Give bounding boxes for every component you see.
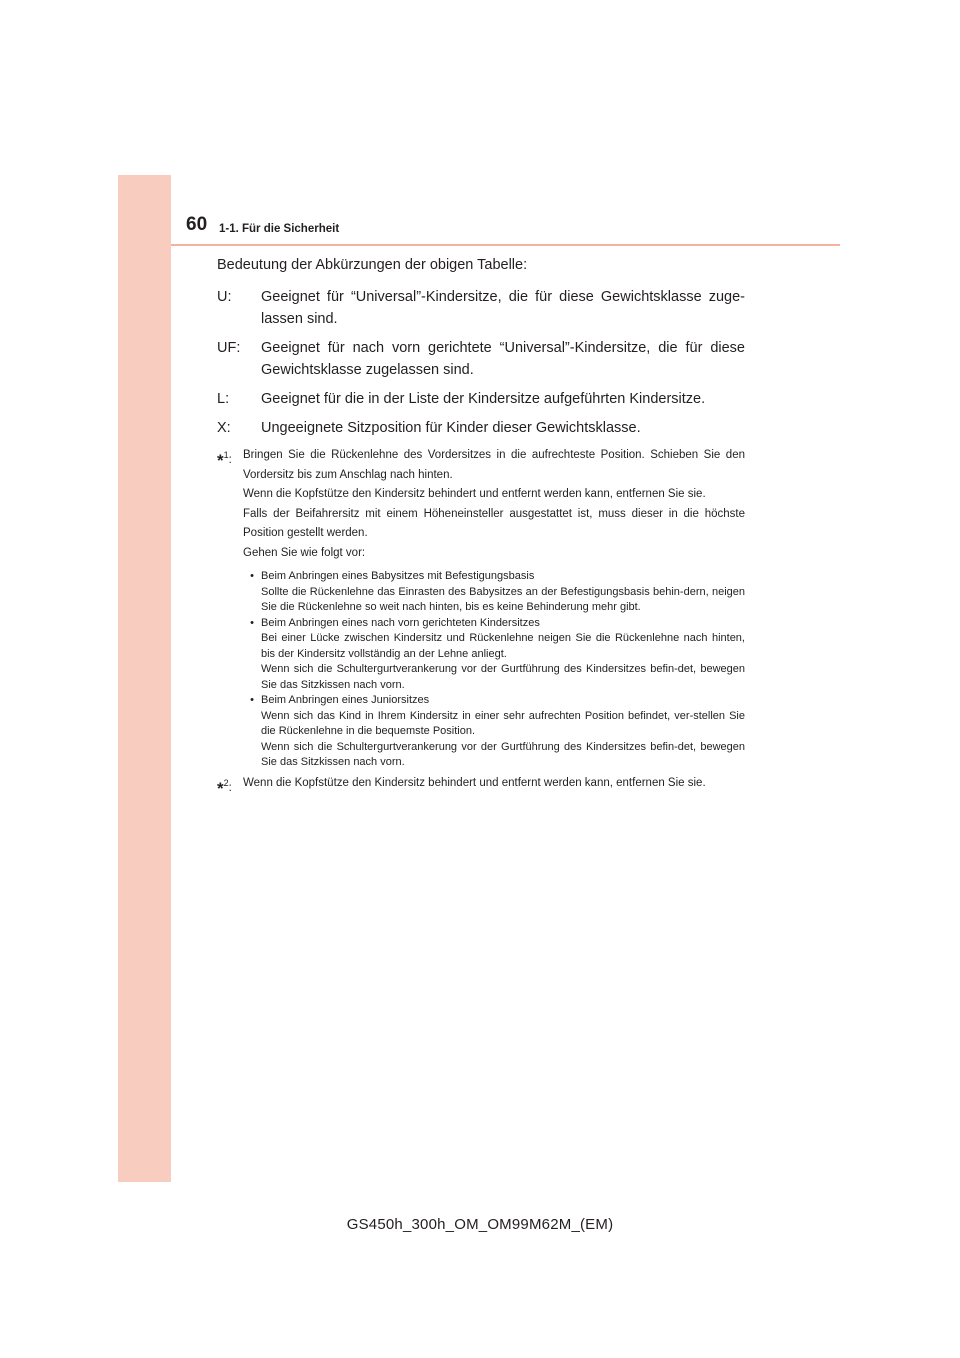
footnote-paragraph: Wenn die Kopfstütze den Kindersitz behindert und entfernt werden kann, entfernen Sie sie.	[243, 776, 706, 789]
list-item-text: Wenn sich die Schultergurtverankerung vor der Gurtführung des Kindersitzes befin-det, bewegen Sie das Sitzkissen nach vorn.	[261, 740, 745, 768]
abbreviation-text: Geeignet für nach vorn gerichtete “Universal”-Kindersitze, die für diese Gewichtsklasse zugelassen sind.	[261, 340, 745, 378]
footnote-paragraph: Falls der Beifahrersitz mit einem Höheneinsteller ausgestattet ist, muss dieser in die höchste Position gestellt werden.	[243, 507, 745, 539]
footnote-marker	[217, 446, 243, 771]
footnote-1	[217, 446, 745, 771]
abbreviation-text: Ungeeignete Sitzposition für Kinder dieser Gewichtsklasse.	[261, 420, 641, 436]
page-number: 60	[186, 214, 208, 235]
asterisk-icon: *	[217, 451, 224, 470]
list-item-title: Beim Anbringen eines nach vorn gerichteten Kindersitzes	[261, 616, 540, 629]
bullet-icon: •	[250, 616, 254, 629]
footnote-2	[217, 774, 745, 799]
list-item-body	[261, 616, 745, 694]
list-item	[243, 569, 745, 616]
list-item	[243, 616, 745, 694]
abbreviation-item	[217, 337, 745, 381]
chapter-sidebar-tab	[118, 175, 171, 1182]
footnote-body	[243, 446, 745, 771]
header-divider	[171, 244, 840, 246]
abbreviation-intro: Bedeutung der Abkürzungen der obigen Tabelle:	[217, 257, 528, 273]
footnote-number: 2	[223, 777, 229, 788]
list-item-body	[261, 693, 745, 771]
section-title: 1-1. Für die Sicherheit	[219, 223, 340, 235]
footnote-colon: :	[228, 781, 232, 794]
asterisk-icon: *	[217, 778, 224, 798]
footnote-colon: :	[228, 454, 232, 466]
list-item	[243, 693, 745, 771]
abbreviation-text: Geeignet für “Universal”-Kindersitze, die für diese Gewichtsklasse zuge-lassen sind.	[261, 289, 745, 327]
footnote-number: 1	[223, 450, 229, 460]
document-code-footer: GS450h_300h_OM_OM99M62M_(EM)	[346, 1216, 614, 1233]
list-item-text: Wenn sich die Schultergurtverankerung vor der Gurtführung des Kindersitzes befin-det, bewegen Sie das Sitzkissen nach vorn.	[261, 663, 745, 691]
abbreviation-item	[217, 286, 745, 330]
list-item-text: Wenn sich das Kind in Ihrem Kindersitz in einer sehr aufrechten Position befindet, ver-stellen Sie die Rückenlehne in die bequemste Position.	[261, 709, 745, 737]
list-item-text: Sollte die Rückenlehne das Einrasten des Babysitzes an der Befestigungsbasis behin-dern, neigen Sie die Rückenlehne so weit nach hinten, bis es keine Behinderung mehr gibt.	[261, 585, 745, 613]
list-item-title: Beim Anbringen eines Babysitzes mit Befestigungsbasis	[261, 570, 535, 582]
footnote-paragraph: Bringen Sie die Rückenlehne des Vordersitzes in die aufrechteste Position. Schieben Sie den Vordersitz bis zum Anschlag nach hinten.	[243, 449, 745, 481]
abbreviation-key: UF:	[217, 340, 241, 356]
abbreviation-key: X:	[217, 420, 231, 436]
abbreviation-text: Geeignet für die in der Liste der Kindersitze aufgeführten Kindersitze.	[261, 391, 706, 407]
bullet-icon: •	[250, 570, 254, 582]
footnote-marker	[217, 774, 243, 799]
abbreviation-key: U:	[217, 289, 232, 305]
page-content	[217, 255, 745, 798]
procedure-list	[243, 569, 745, 771]
bullet-icon: •	[250, 694, 254, 706]
footnote-paragraph: Gehen Sie wie folgt vor:	[243, 546, 366, 559]
list-item-body	[261, 569, 745, 616]
abbreviation-key: L:	[217, 391, 230, 407]
footnote-paragraph: Wenn die Kopfstütze den Kindersitz behindert und entfernt werden kann, entfernen Sie sie.	[243, 488, 706, 500]
list-item-text: Bei einer Lücke zwischen Kindersitz und Rückenlehne neigen Sie die Rückenlehne nach hinten, bis der Kindersitz vollständig an der Lehne anliegt.	[261, 632, 745, 660]
footnote-body	[243, 774, 745, 799]
list-item-title: Beim Anbringen eines Juniorsitzes	[261, 694, 430, 706]
abbreviation-item	[217, 388, 745, 410]
abbreviation-item	[217, 417, 745, 439]
